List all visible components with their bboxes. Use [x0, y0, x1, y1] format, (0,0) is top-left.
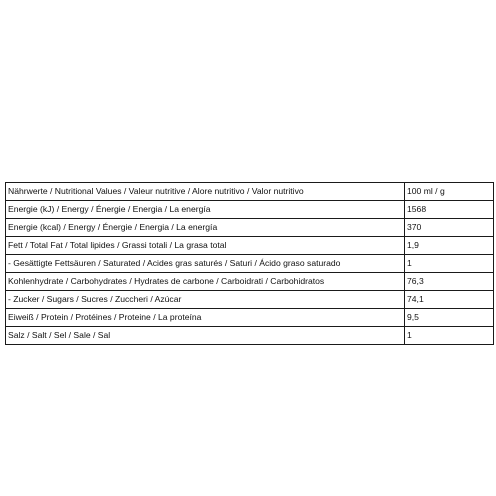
- nutrient-value: 1: [405, 255, 494, 273]
- table-row: [6, 255, 494, 273]
- table-row: [6, 201, 494, 219]
- nutrient-label: Kohlenhydrate / Carbohydrates / Hydrates de carbone / Carboidrati / Carbohidratos: [6, 273, 405, 291]
- nutrient-label: Eiweiß / Protein / Protéines / Proteine / La proteína: [6, 309, 405, 327]
- nutrient-value: 76,3: [405, 273, 494, 291]
- nutrient-value: 9,5: [405, 309, 494, 327]
- nutrient-value: 100 ml / g: [405, 183, 494, 201]
- nutrition-table: [5, 182, 494, 345]
- table-row: [6, 309, 494, 327]
- nutrient-label: Salz / Salt / Sel / Sale / Sal: [6, 327, 405, 345]
- nutrient-label: Fett / Total Fat / Total lipides / Grassi totali / La grasa total: [6, 237, 405, 255]
- table-row: [6, 273, 494, 291]
- nutrient-value: 370: [405, 219, 494, 237]
- table-row: [6, 237, 494, 255]
- nutrient-label: - Gesättigte Fettsäuren / Saturated / Acides gras saturés / Saturi / Ácido graso saturado: [6, 255, 405, 273]
- nutrient-label: - Zucker / Sugars / Sucres / Zuccheri / Azúcar: [6, 291, 405, 309]
- nutrient-value: 1568: [405, 201, 494, 219]
- nutrient-value: 74,1: [405, 291, 494, 309]
- nutrient-value: 1: [405, 327, 494, 345]
- nutrient-label: Energie (kJ) / Energy / Énergie / Energia / La energía: [6, 201, 405, 219]
- table-row: [6, 219, 494, 237]
- nutrient-value: 1,9: [405, 237, 494, 255]
- table-row: [6, 183, 494, 201]
- table-row: [6, 291, 494, 309]
- nutrient-label: Energie (kcal) / Energy / Énergie / Energia / La energía: [6, 219, 405, 237]
- nutrient-label: Nährwerte / Nutritional Values / Valeur nutritive / Alore nutritivo / Valor nutritivo: [6, 183, 405, 201]
- table-row: [6, 327, 494, 345]
